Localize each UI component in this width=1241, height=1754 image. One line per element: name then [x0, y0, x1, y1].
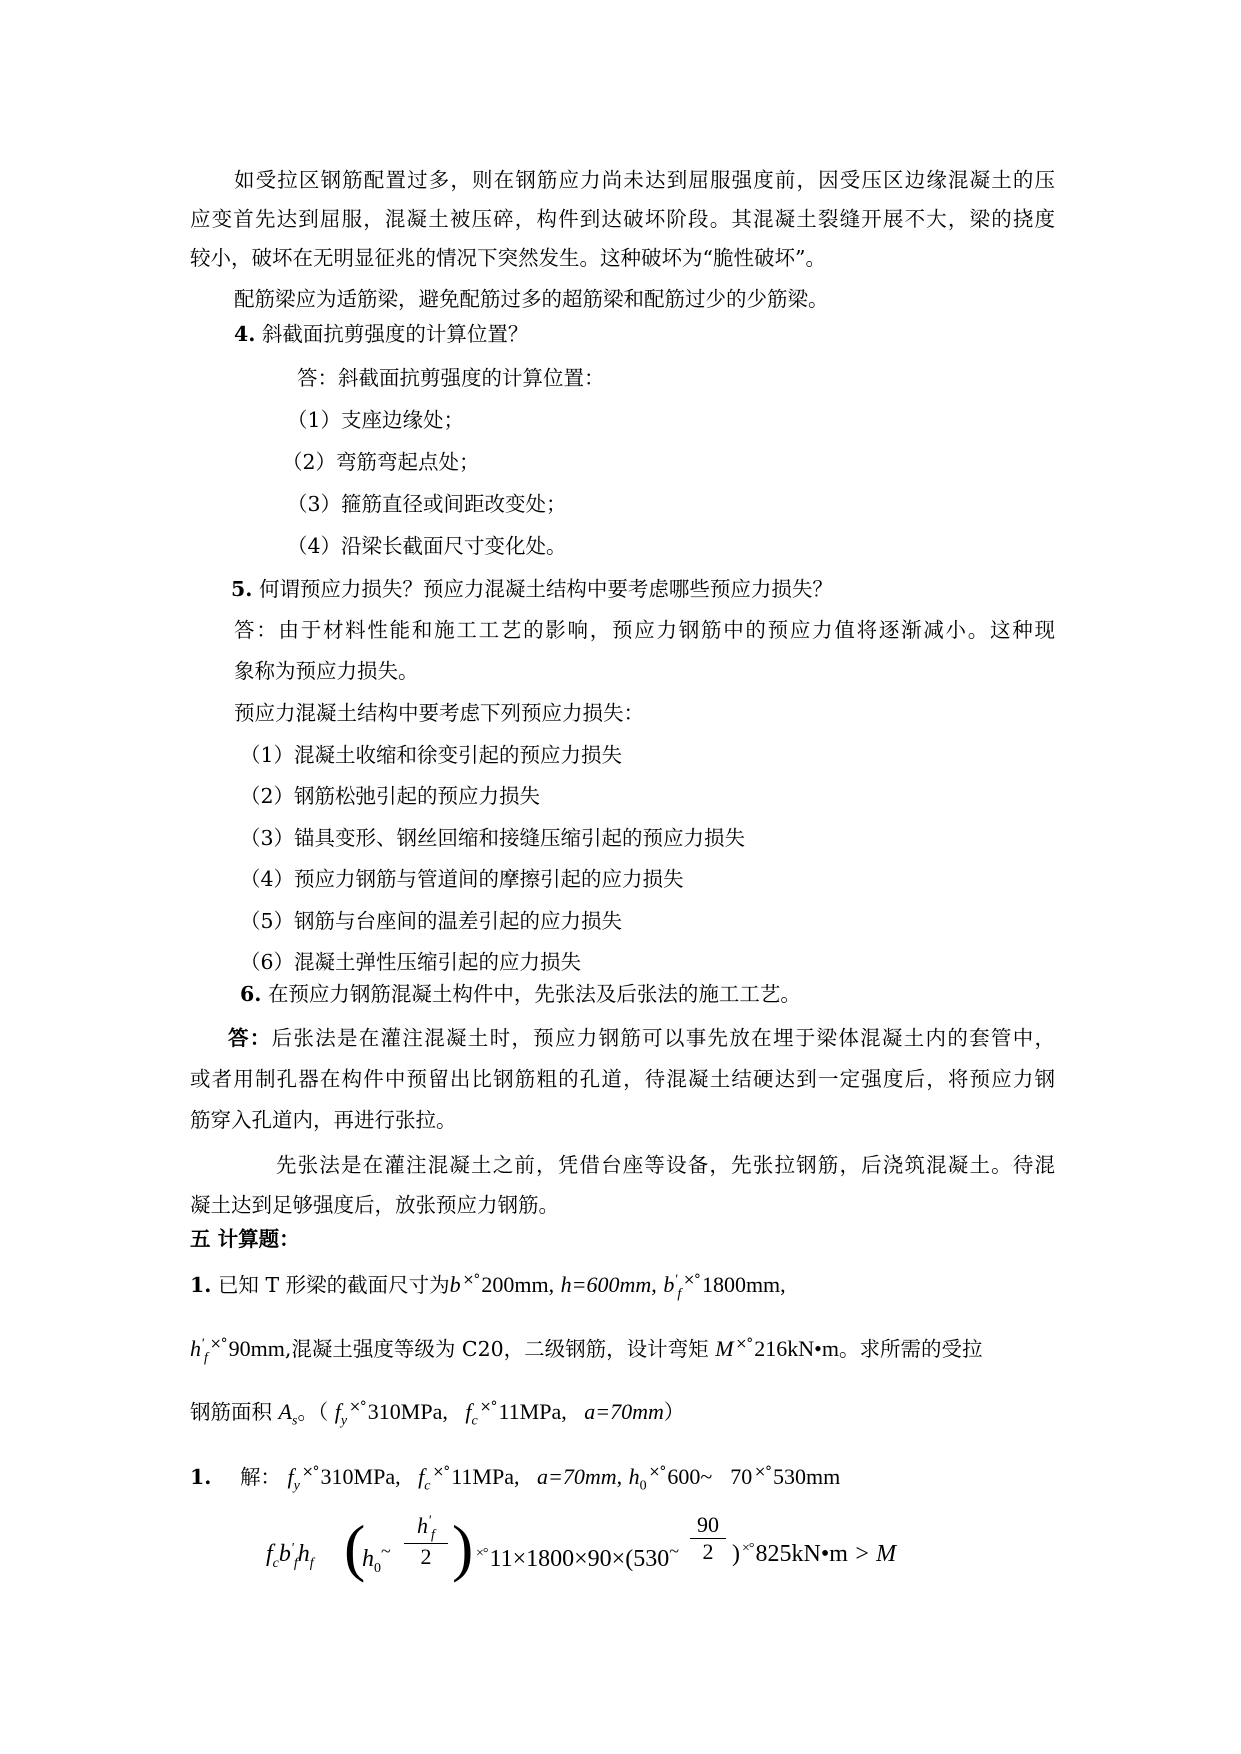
para-over-line-2: 应变首先达到屈服，混凝土被压碎，构件到达破坏阶段。其混凝土裂缝开展不大，梁的挠度 [190, 207, 1055, 231]
M-value: 216kN•m [754, 1335, 839, 1361]
hf-value: 90mm [228, 1335, 285, 1361]
fc-value: 11MPa [451, 1463, 514, 1489]
minus-glyph: ~ [381, 1541, 391, 1561]
problem1-line-3: 钢筋面积 $A_s$。（ $f_y^{\times^\circ}310MPa$, $f_c^{\times^\circ}11MPa$, a=70mm） [190, 1398, 685, 1429]
q5-item-4: （4）预应力钢筋与管道间的摩擦引起的应力损失 [240, 867, 684, 891]
eq-left-paren: ( [344, 1512, 366, 1583]
var-fy: $f_y$ [287, 1463, 300, 1494]
equals-glyph: ×° [432, 1464, 450, 1480]
q6-question: 在预应力钢筋混凝土构件中，先张法及后张法的施工工艺。 [267, 982, 801, 1006]
q6-answer-text: 后张法是在灌注混凝土时，预应力钢筋可以事先放在埋于梁体混凝土内的套管中， [271, 1026, 1056, 1050]
q6-answer-line-2: 或者用制孔器在构件中预留出比钢筋粗的孔道，待混凝土结硬达到一定强度后，将预应力钢 [190, 1067, 1055, 1091]
section-title: 五 计算题： [190, 1227, 300, 1251]
var-b: b [449, 1271, 461, 1297]
q5-heading [231, 575, 833, 603]
para-design-note: 配筋梁应为适筋梁，避免配筋过多的超筋梁和配筋过少的少筋梁。 [234, 287, 829, 311]
problem1-line-2 [190, 1330, 982, 1372]
h-value: h=600mm [560, 1271, 652, 1297]
solution1-line-1: 1. 解： $f_y^{\times^\circ}310MPa$, $f_c^{\times^\circ}11MPa$, a=70mm, $h_0^{\times^\circ}600\sim$ 70 ×°530mm [190, 1463, 841, 1494]
equals-glyph: ×° [683, 1272, 700, 1288]
para-over-line-1: 如受拉区钢筋配置过多，则在钢筋应力尚未达到屈服强度前，因受压区边缘混凝土的压 [234, 168, 1055, 192]
equals-glyph: ×° [301, 1464, 319, 1480]
q6-pre-line-2: 凝土达到足够强度后，放张预应力钢筋。 [190, 1193, 559, 1217]
problem1-number: 1. [190, 1272, 212, 1297]
q5-item-2: （2）钢筋松弛引起的预应力损失 [240, 784, 541, 808]
q5-answer-line-2: 象称为预应力损失。 [234, 659, 419, 683]
h0-minus: 70 [730, 1463, 753, 1489]
frac-num: 90 [697, 1512, 719, 1537]
var-bf: $b'_f$ [663, 1271, 682, 1302]
var-As: $A_s$ [278, 1398, 298, 1429]
eq-right-paren: ) [452, 1512, 474, 1583]
q6-number: 6. [240, 982, 262, 1006]
q5-answer-line-1: 答：由于材料性能和施工工艺的影响，预应力钢筋中的预应力值将逐渐减小。这种现 [234, 618, 1055, 642]
q6-answer-label: 答： [228, 1026, 272, 1050]
problem1-text-2: ,混凝土强度等级为 C20，二级钢筋，设计弯矩 [284, 1336, 709, 1361]
fy-value: 310MPa [320, 1463, 396, 1489]
eq-h0: $h_0^\sim$ [362, 1541, 391, 1576]
q5-item-5: （5）钢筋与台座间的温差引起的应力损失 [240, 909, 623, 933]
minus-glyph: ~ [669, 1541, 679, 1561]
solution1-number: 1. [190, 1464, 212, 1489]
eq-middle-text: 11×1800×90×(530 [489, 1546, 670, 1572]
equals-glyph: ×° [742, 1541, 754, 1556]
q4-item-2: （2）弯筋弯起点处； [282, 450, 480, 474]
eq-result-value: 825kN•m [755, 1541, 848, 1567]
problem1-line-1: 1. 已知 T 形梁的截面尺寸为b ×°200mm, h=600mm, $b'_f^{\times^\circ}1800mm$, [190, 1271, 786, 1302]
minus-glyph: ~ [700, 1463, 713, 1489]
q6-answer-line-3: 筋穿入孔道内，再进行张拉。 [190, 1108, 457, 1132]
para-over-line-3: 较小，破坏在无明显征兆的情况下突然发生。这种破坏为“脆性破坏”。 [190, 246, 826, 270]
bf-value: 1800mm [701, 1271, 781, 1297]
eq-compare: > M [853, 1541, 897, 1567]
q4-question: 斜截面抗剪强度的计算位置？ [261, 322, 529, 346]
q4-answer-intro: 答：斜截面抗剪强度的计算位置： [297, 366, 605, 390]
problem1-text-3: 钢筋面积 [190, 1399, 272, 1424]
eq-frac-90-2 [690, 1512, 726, 1565]
var-h0: $h_0$ [628, 1463, 647, 1494]
q4-item-3: （3）箍筋直径或间距改变处； [287, 492, 567, 516]
h0-result: 530mm [773, 1463, 841, 1489]
var-fc: $f_c$ [418, 1463, 431, 1494]
q4-number: 4. [234, 322, 256, 346]
q6-answer-line-1 [228, 1024, 1055, 1052]
q5-answer-line-3: 预应力混凝土结构中要考虑下列预应力损失： [234, 701, 644, 725]
b-value: 200mm [481, 1271, 549, 1297]
q5-item-1: （1）混凝土收缩和徐变引起的预应力损失 [240, 743, 623, 767]
q6-heading [240, 980, 801, 1008]
var-fy: $f_y$ [334, 1398, 348, 1429]
eq-result: ) ×°825kN•m > M [732, 1541, 897, 1567]
var-hf: $h'_f$ [190, 1335, 208, 1366]
a-value: a=70mm [584, 1398, 664, 1424]
h0-calc: 600 [667, 1463, 701, 1489]
equals-glyph: ×° [735, 1336, 753, 1352]
equals-glyph: ×° [648, 1464, 666, 1480]
eq-lhs: $f_cb'_fh_f$ [266, 1541, 314, 1571]
a-value: a=70mm [537, 1463, 617, 1489]
var-fc: $f_c$ [465, 1398, 478, 1429]
frac-den: 2 [702, 1539, 714, 1564]
q6-pre-line-1: 先张法是在灌注混凝土之前，凭借台座等设备，先张拉钢筋，后浇筑混凝土。待混 [276, 1153, 1055, 1177]
fc-value: 11MPa [498, 1398, 562, 1424]
q5-item-3: （3）锚具变形、钢丝回缩和接缝压缩引起的预应力损失 [240, 826, 746, 850]
var-M: M [715, 1335, 734, 1361]
q5-question: 何谓预应力损失？预应力混凝土结构中要考虑哪些预应力损失？ [258, 577, 833, 601]
q5-item-6: （6）混凝土弹性压缩引起的应力损失 [240, 950, 582, 974]
problem1-text-2-tail: 。求所需的受拉 [838, 1336, 983, 1361]
equals-glyph: ×° [479, 1399, 497, 1415]
eq-frac-hf-2 [404, 1513, 448, 1570]
equals-glyph: ×° [349, 1399, 366, 1415]
problem1-text-1: 已知 T 形梁的截面尺寸为 [217, 1272, 450, 1297]
equals-glyph: ×° [754, 1464, 772, 1480]
q4-item-4: （4）沿梁长截面尺寸变化处。 [287, 534, 567, 558]
solution1-label: 解： [239, 1464, 281, 1489]
frac-hf-num: $h'_f$ [417, 1513, 435, 1543]
q4-item-1: （1）支座边缘处； [287, 408, 465, 432]
fy-value: 310MPa [367, 1398, 443, 1424]
eq-middle [474, 1541, 679, 1573]
equals-glyph: ×° [462, 1272, 480, 1288]
equals-glyph: ×° [476, 1546, 488, 1561]
equals-glyph: ×° [209, 1336, 227, 1352]
q4-heading [234, 320, 528, 348]
q5-number: 5. [231, 577, 253, 601]
frac-den-2: 2 [420, 1544, 432, 1570]
